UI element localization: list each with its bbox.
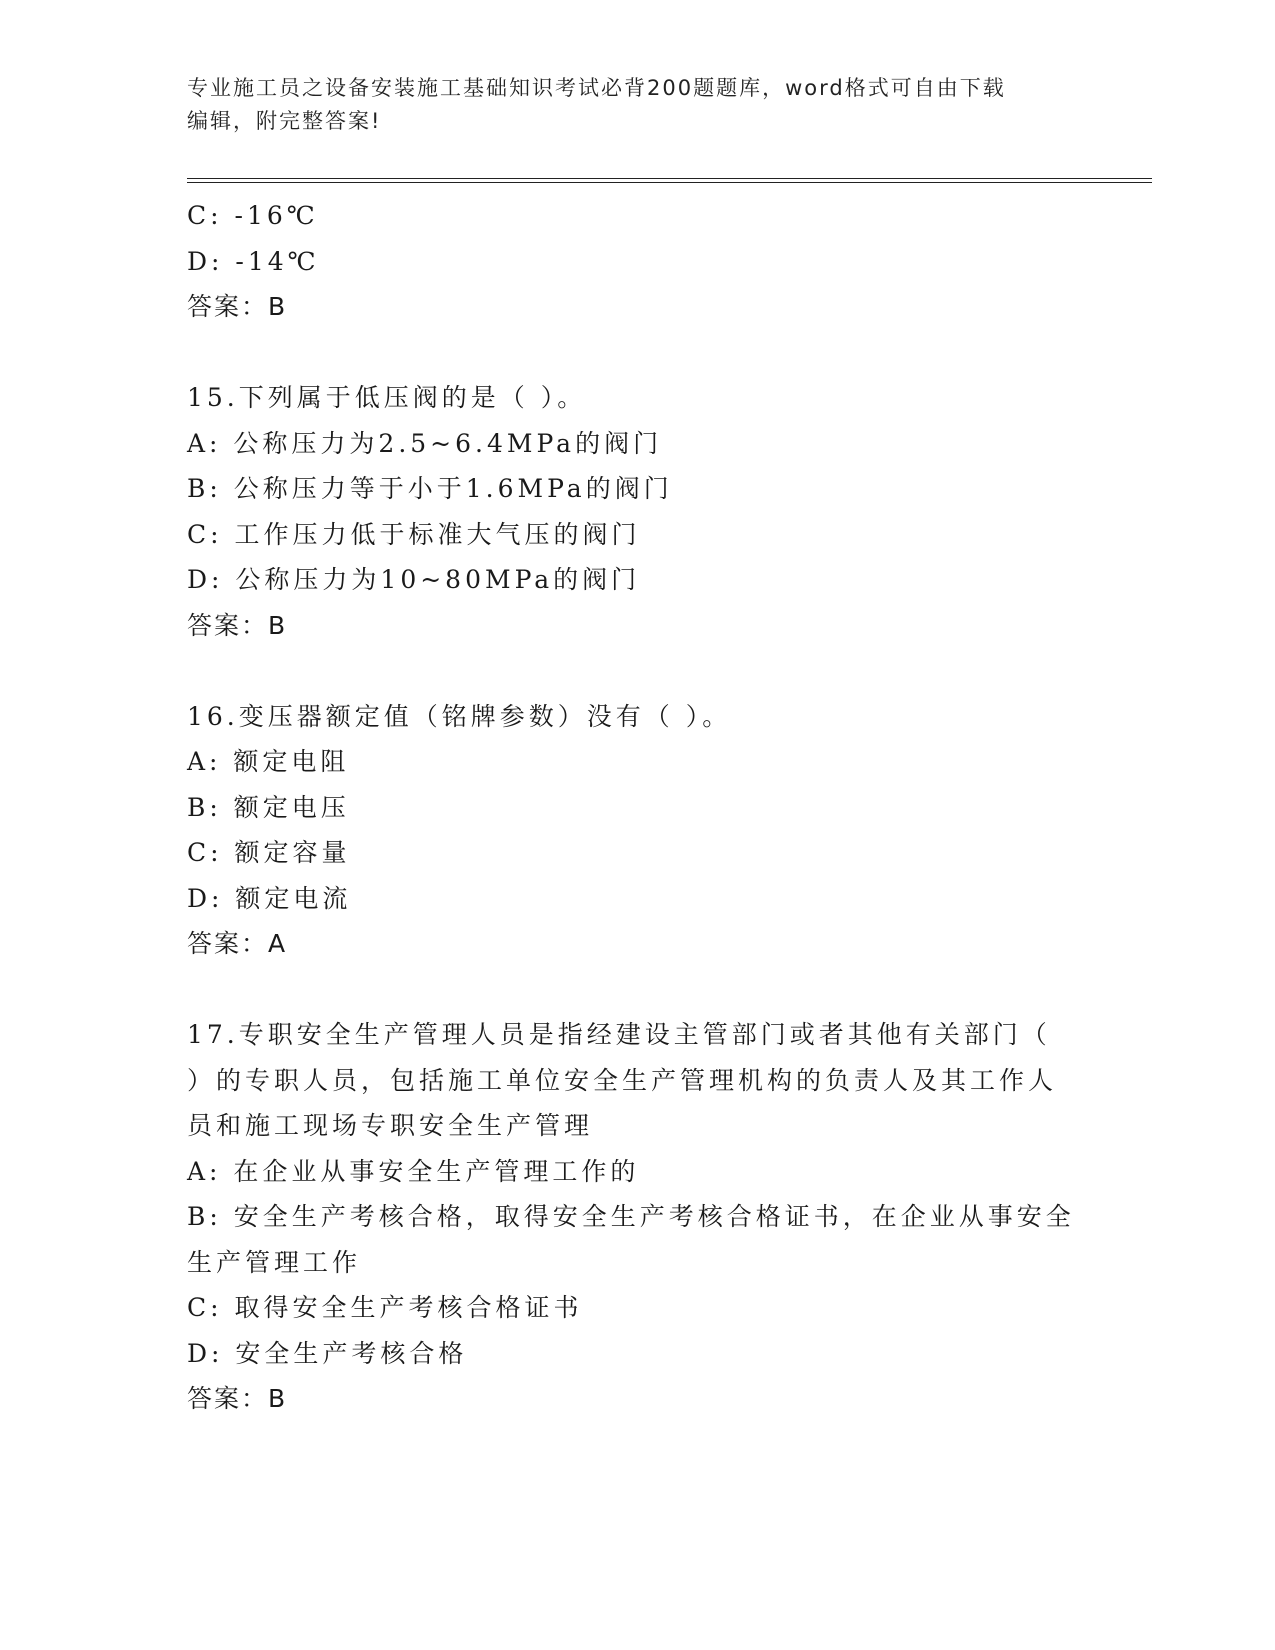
option-b: B: 公称压力等于小于1.6MPa的阀门 xyxy=(187,474,673,503)
spacer xyxy=(187,330,1087,376)
prev-question xyxy=(187,193,1087,330)
option-b-line-2: 生产管理工作 xyxy=(187,1247,362,1277)
question-text: 15.下列属于低压阀的是（ ）。 xyxy=(187,383,587,412)
question-text-line-1: 17.专职安全生产管理人员是指经建设主管部门或者其他有关部门（ xyxy=(187,1020,1051,1049)
question-body xyxy=(187,193,1087,1422)
header-divider-bottom xyxy=(187,182,1152,183)
option-a: A: 额定电阻 xyxy=(187,747,350,776)
spacer xyxy=(187,967,1087,1013)
question-text-line-3: 员和施工现场专职安全生产管理 xyxy=(187,1111,594,1140)
header-line-1: 专业施工员之设备安装施工基础知识考试必背200题题库，word格式可自由下载 xyxy=(187,76,1006,100)
answer-line: 答案：B xyxy=(187,610,288,640)
answer-line: 答案：B xyxy=(187,1384,288,1413)
option-c: C: 工作压力低于标准大气压的阀门 xyxy=(187,519,641,549)
option-d: D: 安全生产考核合格 xyxy=(187,1338,468,1368)
option-c: C: -16℃ xyxy=(187,201,319,230)
option-a: A: 公称压力为2.5~6.4MPa的阀门 xyxy=(187,428,663,458)
question-text: 16.变压器额定值（铭牌参数）没有（ ）。 xyxy=(187,701,732,731)
option-d: D: 额定电流 xyxy=(187,883,352,913)
question-text-line-2: ）的专职人员，包括施工单位安全生产管理机构的负责人及其工作人 xyxy=(187,1065,1058,1095)
spacer xyxy=(187,648,1087,694)
document-header xyxy=(187,72,1067,138)
option-b: B: 额定电压 xyxy=(187,792,350,822)
option-d: D: 公称压力为10~80MPa的阀门 xyxy=(187,565,641,594)
option-c: C: 取得安全生产考核合格证书 xyxy=(187,1293,583,1322)
header-line-2: 编辑，附完整答案! xyxy=(187,109,382,133)
option-d: D: -14℃ xyxy=(187,246,320,276)
question-15 xyxy=(187,375,1087,648)
answer-line: 答案：A xyxy=(187,929,288,958)
option-c: C: 额定容量 xyxy=(187,838,351,867)
answer-line: 答案：B xyxy=(187,292,288,321)
question-17 xyxy=(187,1012,1087,1422)
option-a: A: 在企业从事安全生产管理工作的 xyxy=(187,1156,640,1186)
header-divider-top xyxy=(187,178,1152,179)
question-16 xyxy=(187,694,1087,967)
option-b-line-1: B: 安全生产考核合格，取得安全生产考核合格证书，在企业从事安全 xyxy=(187,1202,1075,1231)
